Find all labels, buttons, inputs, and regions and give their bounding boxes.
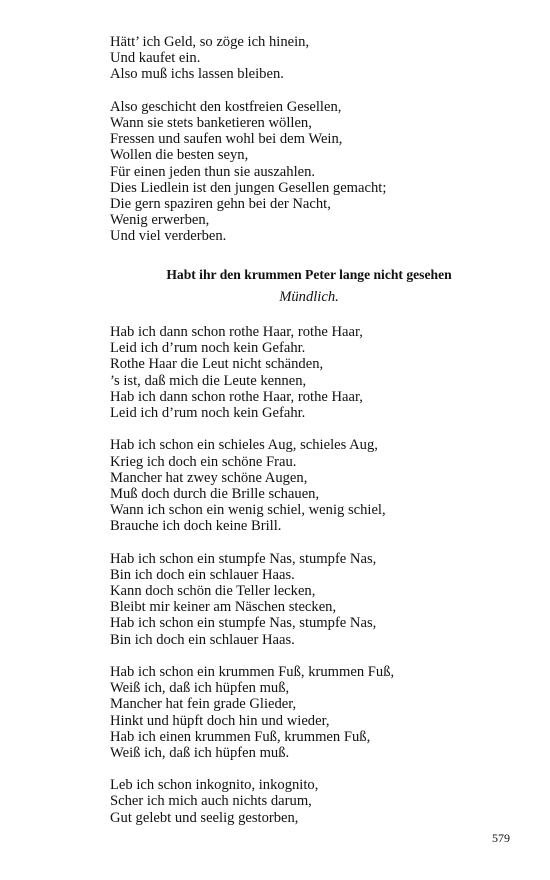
- verse-line: Hab ich schon ein schieles Aug, schieles Aug,: [110, 437, 378, 454]
- page-number: 579: [492, 831, 510, 845]
- verse-line: Die gern spaziren gehn bei der Nacht,: [110, 195, 331, 212]
- verse-line: Mancher hat zwey schöne Augen,: [110, 469, 308, 486]
- verse-line: Bin ich doch ein schlauer Haas.: [110, 631, 295, 648]
- verse-line: Hab ich dann schon rothe Haar, rothe Haar,: [110, 388, 363, 405]
- verse-line: Rothe Haar die Leut nicht schänden,: [110, 356, 324, 373]
- stanza: [110, 34, 510, 83]
- verse-line: Wollen die besten seyn,: [110, 147, 249, 164]
- verse-line: Und kaufet ein.: [110, 50, 201, 67]
- stanza: [110, 551, 510, 648]
- verse-line: Leid ich d’rum noch kein Gefahr.: [110, 404, 306, 421]
- verse-line: Scher ich mich auch nichts darum,: [110, 793, 312, 810]
- poem-continuation: [110, 34, 510, 261]
- verse-line: Leb ich schon inkognito, inkognito,: [110, 777, 319, 794]
- verse-line: Hab ich dann schon rothe Haar, rothe Haar,: [110, 324, 363, 340]
- verse-line: Muß doch durch die Brille schauen,: [110, 485, 320, 502]
- stanza: [110, 664, 510, 761]
- verse-line: Gut gelebt und seelig gestorben,: [110, 809, 299, 826]
- verse-line: Hinkt und hüpft doch hin und wieder,: [110, 712, 330, 729]
- verse-line: ’s ist, daß mich die Leute kennen,: [110, 372, 307, 389]
- verse-line: Bleibt mir keiner am Näschen stecken,: [110, 599, 337, 616]
- verse-line: Also muß ichs lassen bleiben.: [110, 66, 284, 83]
- stanza: [110, 324, 510, 421]
- verse-line: Und viel verderben.: [110, 228, 227, 245]
- verse-line: Mancher hat fein grade Glieder,: [110, 696, 297, 713]
- verse-line: Dies Liedlein ist den jungen Gesellen gemacht;: [110, 179, 387, 196]
- verse-line: Krieg ich doch ein schöne Frau.: [110, 453, 297, 470]
- poem-title: Habt ihr den krummen Peter lange nicht gesehen: [166, 267, 452, 282]
- poem-source: Mündlich.: [279, 289, 339, 305]
- verse-line: Weiß ich, daß ich hüpfen muß.: [110, 744, 290, 761]
- verse-line: Bin ich doch ein schlauer Haas.: [110, 566, 295, 583]
- poem-body: [110, 324, 510, 842]
- verse-line: Wann ich schon ein wenig schiel, wenig schiel,: [110, 502, 386, 519]
- verse-line: Brauche ich doch keine Brill.: [110, 518, 282, 535]
- stanza: [110, 99, 510, 245]
- verse-line: Für einen jeden thun sie auszahlen.: [110, 163, 316, 180]
- verse-line: Hätt’ ich Geld, so zöge ich hinein,: [110, 34, 310, 50]
- verse-line: Also geschicht den kostfreien Gesellen,: [110, 98, 342, 115]
- verse-line: Hab ich schon ein stumpfe Nas, stumpfe Nas,: [110, 615, 377, 632]
- verse-line: Weiß ich, daß ich hüpfen muß,: [110, 680, 290, 697]
- verse-line: Fressen und saufen wohl bei dem Wein,: [110, 131, 343, 148]
- verse-line: Hab ich einen krummen Fuß, krummen Fuß,: [110, 728, 371, 745]
- verse-line: Hab ich schon ein stumpfe Nas, stumpfe Nas,: [110, 550, 377, 567]
- stanza: [110, 777, 510, 826]
- verse-line: Wann sie stets banketieren wöllen,: [110, 114, 312, 131]
- verse-line: Kann doch schön die Teller lecken,: [110, 583, 316, 599]
- verse-line: Hab ich schon ein krummen Fuß, krummen Fuß,: [110, 663, 395, 680]
- verse-line: Wenig erwerben,: [110, 212, 210, 229]
- verse-line: Leid ich d’rum noch kein Gefahr.: [110, 340, 306, 357]
- stanza: [110, 437, 510, 534]
